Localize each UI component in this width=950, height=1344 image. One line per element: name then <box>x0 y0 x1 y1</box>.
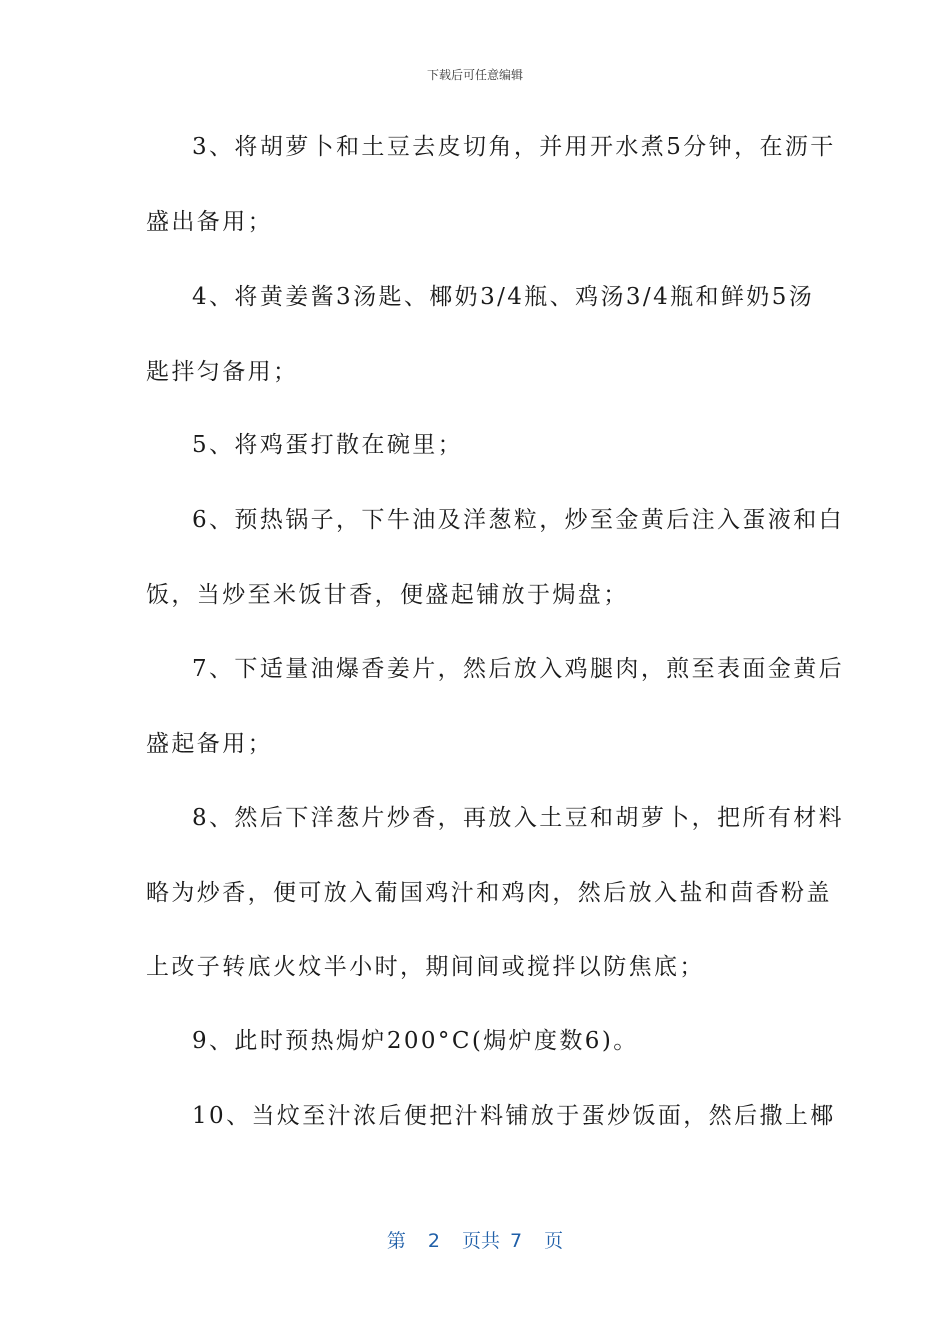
footer-prefix: 第 <box>386 1230 406 1252</box>
page-footer <box>0 1226 950 1253</box>
paragraph-line: 盛出备用； <box>146 209 273 235</box>
paragraph-line: 9、此时预热焗炉200°C(焗炉度数6)。 <box>192 1028 639 1054</box>
paragraph-line: 匙拌匀备用； <box>146 359 299 385</box>
footer-suffix: 页 <box>544 1230 564 1252</box>
footer-page-current: 2 <box>427 1230 440 1252</box>
paragraph-line: 5、将鸡蛋打散在碗里； <box>192 432 464 458</box>
footer-page-total: 7 <box>510 1230 523 1252</box>
paragraph-line: 10、当炆至汁浓后便把汁料铺放于蛋炒饭面，然后撒上椰 <box>192 1103 836 1129</box>
paragraph-line: 上改子转底火炆半小时，期间间或搅拌以防焦底； <box>146 954 705 980</box>
header-note: 下载后可任意编辑 <box>426 68 523 82</box>
paragraph-line: 4、将黄姜酱3汤匙、椰奶3/4瓶、鸡汤3/4瓶和鲜奶5汤 <box>192 284 815 310</box>
paragraph-line: 3、将胡萝卜和土豆去皮切角，并用开水煮5分钟，在沥干 <box>192 134 836 160</box>
footer-middle: 页共 <box>461 1230 500 1252</box>
paragraph-line: 饭，当炒至米饭甘香，便盛起铺放于焗盘； <box>146 582 629 608</box>
paragraph-line: 7、下适量油爆香姜片，然后放入鸡腿肉，煎至表面金黄后 <box>192 656 845 682</box>
paragraph-line: 略为炒香，便可放入葡国鸡汁和鸡肉，然后放入盐和茴香粉盖 <box>146 880 832 906</box>
paragraph-line: 8、然后下洋葱片炒香，再放入土豆和胡萝卜，把所有材料 <box>192 805 845 831</box>
paragraph-line: 6、预热锅子，下牛油及洋葱粒，炒至金黄后注入蛋液和白 <box>192 507 845 533</box>
paragraph-line: 盛起备用； <box>146 731 273 757</box>
